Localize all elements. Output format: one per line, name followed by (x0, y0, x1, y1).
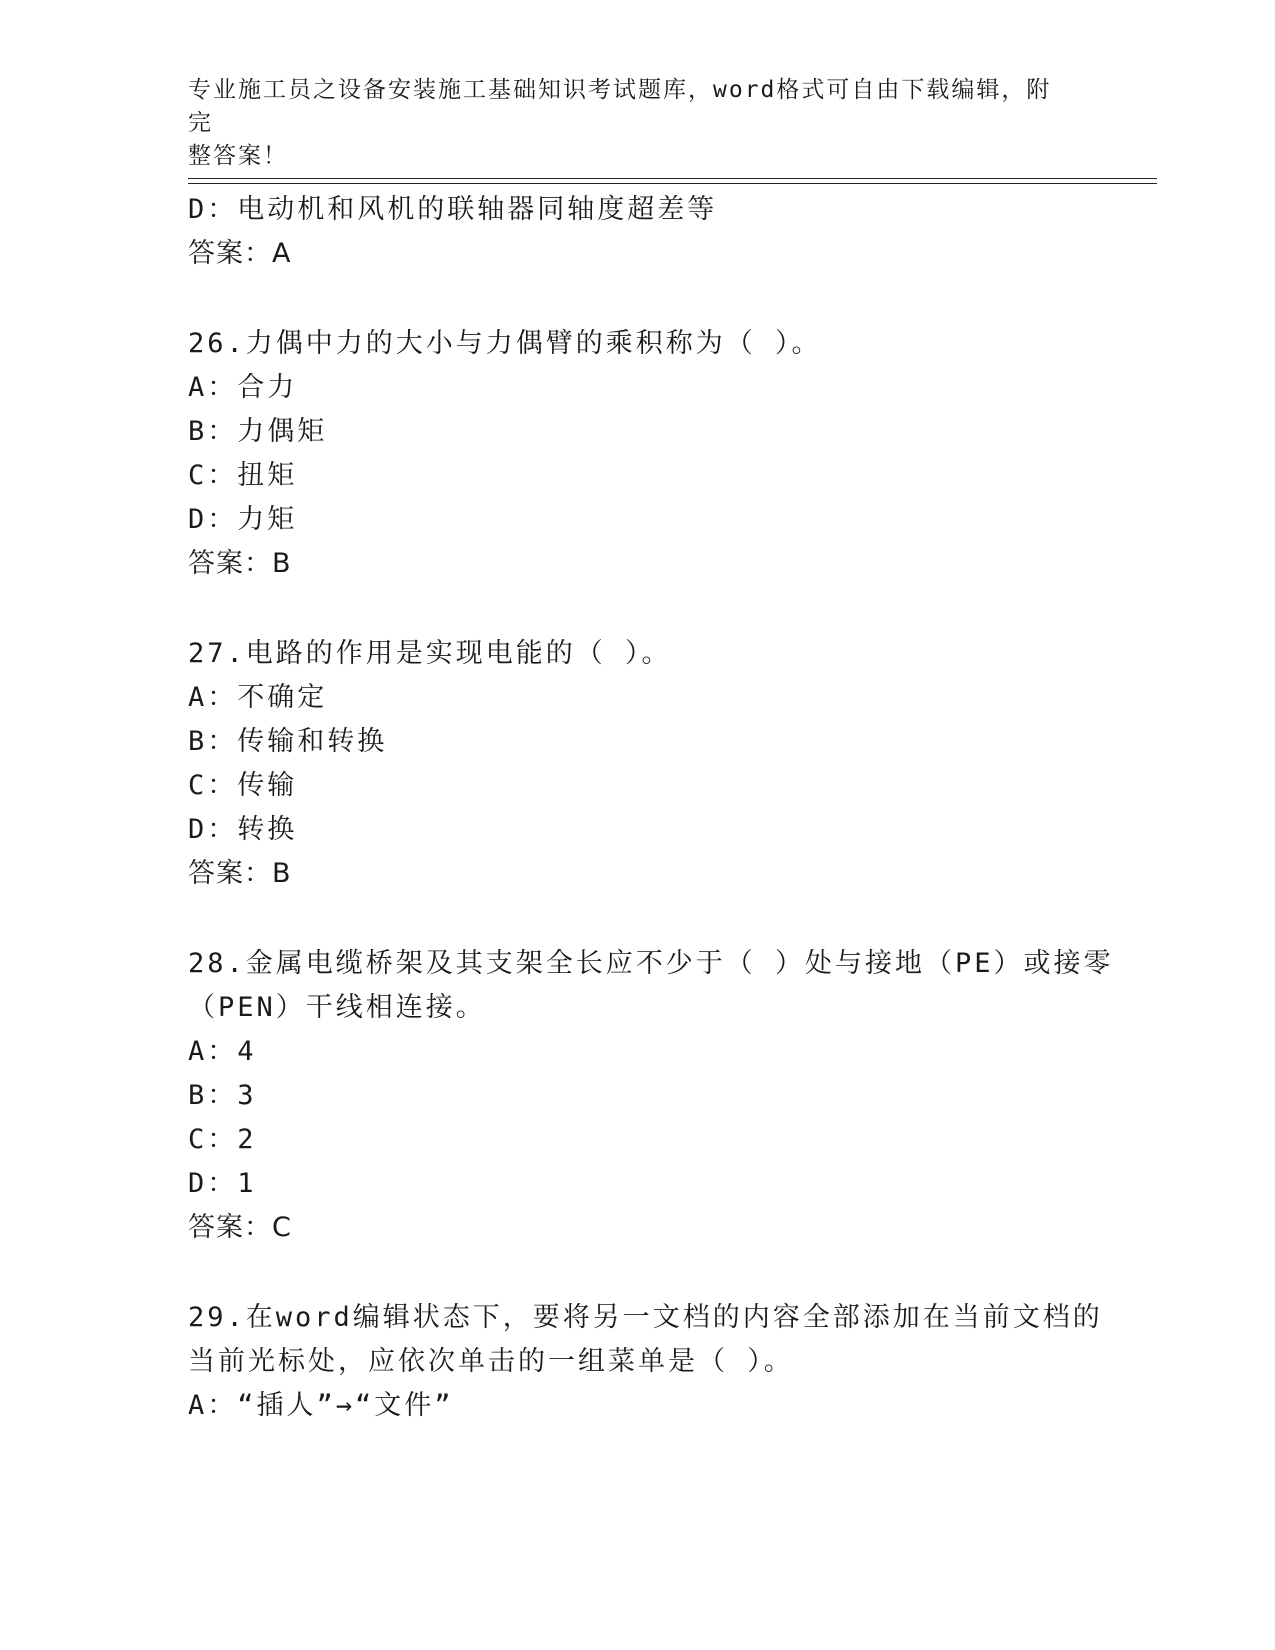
q29-question-line-2: 当前光标处，应依次单击的一组菜单是（ ）。 (188, 1346, 794, 1377)
document-header (188, 74, 1068, 173)
q28-answer: 答案：C (188, 1212, 292, 1243)
q27-option-c: C：传输 (188, 770, 298, 801)
q27-option-b: B：传输和转换 (188, 726, 388, 757)
q26-option-a: A：合力 (188, 372, 298, 403)
q27-answer: 答案：B (188, 858, 292, 889)
q27-option-d: D：转换 (188, 814, 298, 845)
q27-question: 27.电路的作用是实现电能的（ ）。 (188, 638, 672, 669)
header-divider-top (188, 178, 1157, 179)
q27-option-a: A：不确定 (188, 682, 328, 713)
q29-option-a: A：“插人”→“文件” (188, 1390, 454, 1421)
q26-option-c: C：扭矩 (188, 460, 298, 491)
q28-option-a: A：4 (188, 1036, 257, 1067)
q25-answer: 答案：A (188, 238, 292, 269)
q28-question-line-1: 28.金属电缆桥架及其支架全长应不少于（ ）处与接地（PE）或接零 (188, 948, 1114, 979)
header-divider-bottom (188, 183, 1157, 184)
q28-option-c: C：2 (188, 1124, 257, 1155)
q26-option-d: D：力矩 (188, 504, 298, 535)
q28-option-b: B：3 (188, 1080, 257, 1111)
q25-option-d: D：电动机和风机的联轴器同轴度超差等 (188, 194, 718, 225)
header-line-1: 专业施工员之设备安装施工基础知识考试题库，word格式可自由下载编辑，附完 (188, 77, 1052, 136)
q28-question-line-2: （PEN）干线相连接。 (188, 992, 486, 1023)
q26-option-b: B：力偶矩 (188, 416, 328, 447)
header-line-2: 整答案！ (188, 143, 288, 169)
q28-option-d: D：1 (188, 1168, 257, 1199)
q26-question: 26.力偶中力的大小与力偶臂的乘积称为（ ）。 (188, 328, 822, 359)
q29-question-line-1: 29.在word编辑状态下，要将另一文档的内容全部添加在当前文档的 (188, 1302, 1103, 1333)
q26-answer: 答案：B (188, 548, 292, 579)
